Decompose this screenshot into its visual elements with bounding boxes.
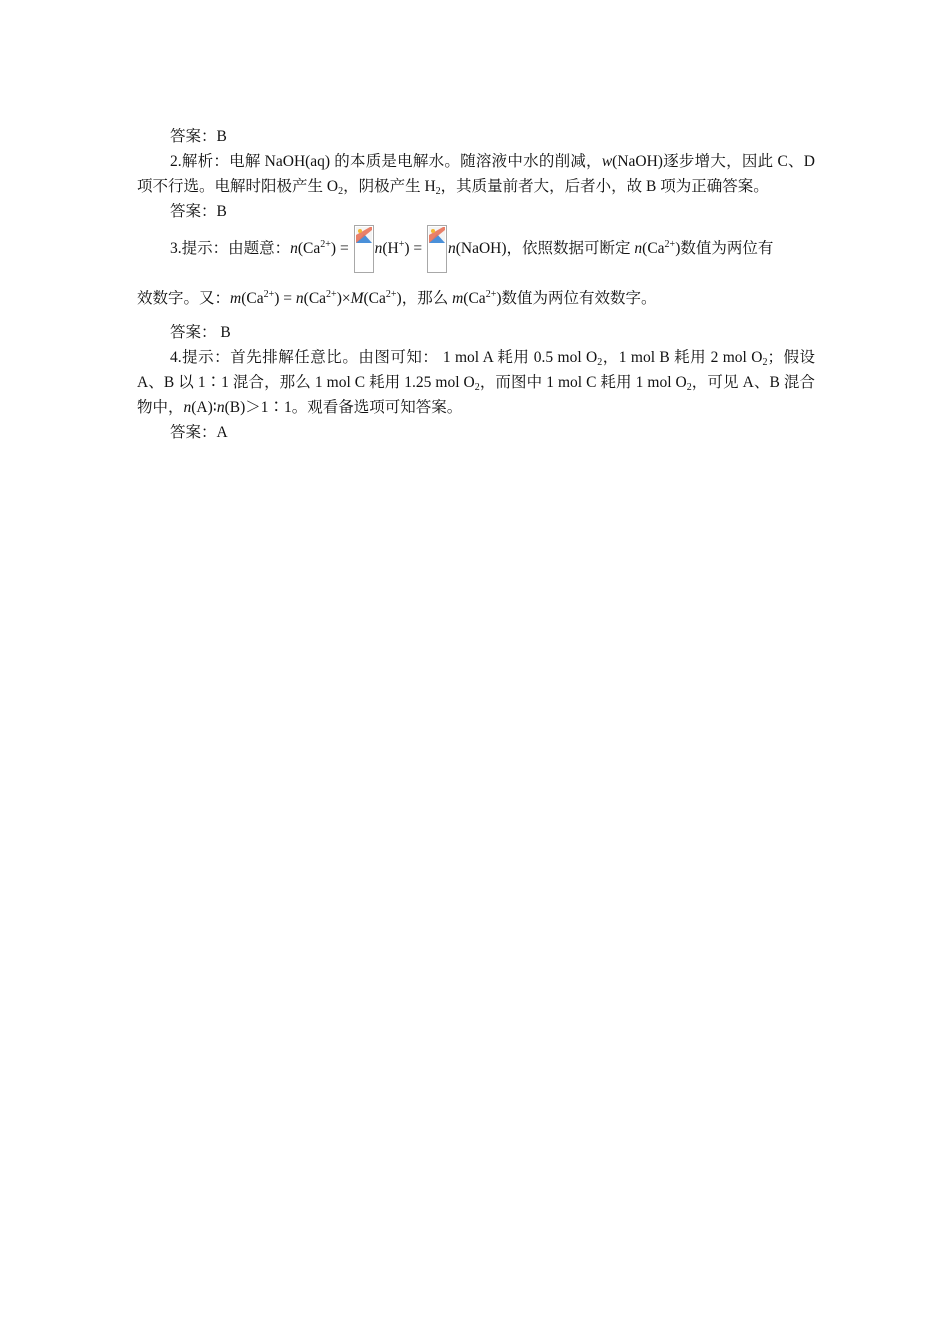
var-m: m (230, 290, 242, 307)
subscript: 2 (762, 357, 768, 368)
text: (Ca (363, 290, 386, 307)
answer-value: A (216, 424, 228, 441)
var-M: M (350, 290, 364, 307)
question-2-explanation (137, 149, 815, 199)
text: ，其质量前者大，后者小，故 B 项为正确答案。 (440, 178, 769, 195)
var-n: n (183, 399, 192, 416)
text: (Ca (297, 240, 321, 257)
answer-4 (137, 420, 815, 445)
text: )× (336, 290, 351, 307)
text: (B)＞1∶1。观看备选项可知答案。 (224, 399, 463, 416)
text: ，可见 A、B 混合物中， (137, 374, 815, 416)
text: 2.解析：电解 NaOH(aq) 的本质是电解水。随溶液中水的削减， (170, 153, 602, 170)
var-m: m (452, 290, 464, 307)
text: ) = (330, 240, 353, 257)
answer-value: B (216, 128, 227, 145)
superscript: + (398, 239, 405, 250)
superscript: 2+ (320, 239, 331, 250)
var-n: n (374, 240, 383, 257)
var-n: n (634, 240, 643, 257)
answer-label: 答案： (170, 324, 217, 341)
var-n: n (447, 240, 456, 257)
superscript: 2+ (263, 289, 275, 300)
answer-2 (137, 199, 815, 224)
text: ，而图中 1 mol C 耗用 1 mol O (479, 374, 687, 391)
text: ) = (404, 240, 426, 257)
answer-label: 答案： (170, 128, 217, 145)
question-3-hint (137, 224, 815, 324)
superscript: 2+ (664, 239, 676, 250)
text: (H (382, 240, 399, 257)
question-4-hint (137, 345, 815, 420)
text: (Ca (303, 290, 327, 307)
subscript: 2 (435, 186, 441, 197)
answer-value: B (216, 324, 231, 341)
text: ；假设 A、B 以 1∶1 混合，那么 1 mol C 耗用 1.25 mol O (137, 349, 815, 391)
broken-image-icon (354, 225, 374, 273)
text: (NaOH)逐步增大，因此 C、D 项不行选。电解时阳极产生 O (137, 153, 815, 195)
text: 3.提示：由题意： (170, 240, 291, 257)
broken-image-icon (427, 225, 447, 273)
text: )数值为两位有 (675, 240, 774, 257)
answer-value: B (216, 203, 227, 220)
question-3-line-2 (137, 274, 815, 324)
answer-label: 答案： (170, 424, 217, 441)
subscript: 2 (474, 382, 480, 393)
text: ) = (274, 290, 296, 307)
text: 4.提示：首先排解任意比。由图可知： 1 mol A 耗用 0.5 mol O (170, 349, 598, 366)
var-n: n (216, 399, 225, 416)
text: ，阴极产生 H (343, 178, 436, 195)
var-w: w (601, 153, 613, 170)
question-3-line-1 (137, 224, 815, 274)
subscript: 2 (338, 186, 344, 197)
var-n: n (290, 240, 298, 257)
subscript: 2 (597, 357, 603, 368)
text: )数值为两位有效数字。 (496, 290, 657, 307)
answer-document (137, 124, 815, 445)
text: (A)∶ (191, 399, 217, 416)
answer-1 (137, 124, 815, 149)
superscript: 2+ (385, 289, 397, 300)
answer-label: 答案： (170, 203, 217, 220)
text: ，1 mol B 耗用 2 mol O (602, 349, 763, 366)
text: )，那么 (396, 290, 453, 307)
var-n: n (295, 290, 304, 307)
text: (NaOH)，依照数据可断定 (455, 240, 635, 257)
text: 效数字。又： (137, 290, 231, 307)
subscript: 2 (686, 382, 692, 393)
text: (Ca (642, 240, 665, 257)
superscript: 2+ (326, 289, 337, 300)
text: (Ca (241, 290, 264, 307)
superscript: 2+ (485, 289, 497, 300)
text: (Ca (463, 290, 486, 307)
